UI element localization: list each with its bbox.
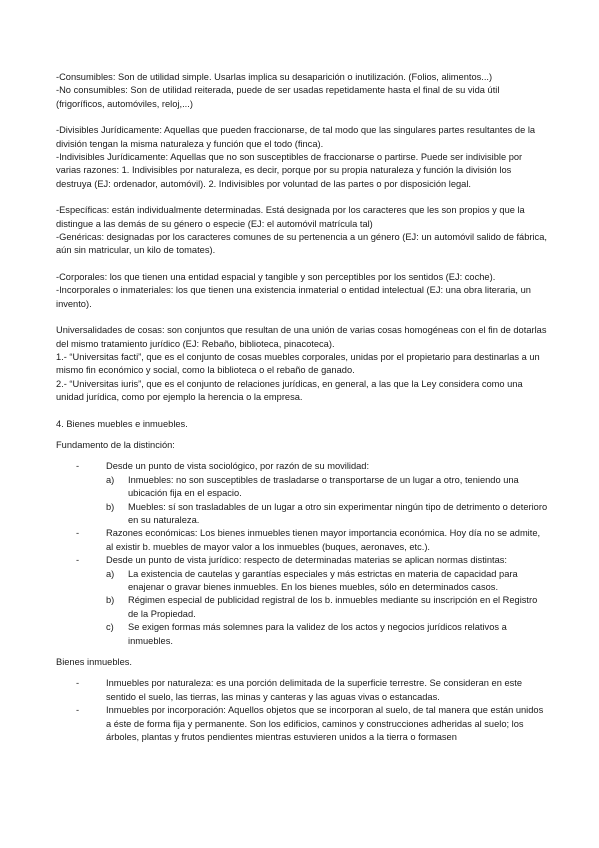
- paragraph-no-consumibles: -No consumibles: Son de utilidad reiterada, puede de ser usadas repetidamente hasta el final de su vida útil (frigoríficos, automóviles, reloj,...): [56, 85, 500, 109]
- dash-marker: -: [76, 528, 80, 539]
- list-item: [56, 460, 548, 527]
- inmuebles-title: Bienes inmuebles.: [56, 657, 132, 668]
- list-item-text: Inmuebles por naturaleza: es una porción delimitada de la superficie terrestre. Se consideran en este sentido el suelo, las tierras, las minas y canteras y las aguas vivas o estancadas.: [106, 678, 523, 702]
- paragraph-universitas-facti: 1.- “Universitas facti”, que es el conjunto de cosas muebles corporales, unidas por el propietario para destinarlas a un mismo fin económico y social, como la biblioteca o el rebaño de ganado.: [56, 351, 540, 376]
- item-marker: c): [106, 622, 114, 633]
- list-item: [56, 527, 548, 554]
- paragraph-corporales: -Corporales: los que tienen una entidad espacial y tangible y son perceptibles por los sentidos (EJ: coche).: [56, 271, 496, 282]
- document-page: [56, 71, 548, 744]
- list-item-text: Razones económicas: Los bienes inmuebles tienen mayor importancia económica. Hoy día no se admite, al existir b. muebles de mayor valor a los inmuebles (buques, aeronaves, etc.).: [106, 528, 541, 552]
- list-item: [106, 501, 548, 528]
- list-item-text: Inmuebles: no son susceptibles de trasladarse o transportarse de un lugar a otro, teniendo una ubicación fija en el espacio.: [128, 474, 519, 499]
- paragraph-universalidades: Universalidades de cosas: son conjuntos que resultan de una unión de varias cosas homogéneas con el fin de dotarlas del mismo tratamiento jurídico (EJ: Rebaño, biblioteca, pinacoteca).: [56, 325, 547, 349]
- dash-marker: -: [76, 678, 80, 689]
- list-item-text: Desde un punto de vista sociológico, por razón de su movilidad:: [106, 461, 370, 472]
- list-item-text: Régimen especial de publicidad registral de los b. inmuebles mediante su inscripción en el Registro de la Propiedad.: [128, 595, 538, 619]
- list-item: [56, 677, 548, 704]
- movilidad-sublist: [106, 474, 548, 528]
- fundamento-list: [56, 460, 548, 648]
- dash-marker: -: [76, 555, 80, 566]
- item-marker: b): [106, 595, 115, 606]
- list-item-text: Desde un punto de vista jurídico: respecto de determinadas materias se aplican normas distintas:: [106, 555, 508, 566]
- item-marker: a): [106, 474, 115, 485]
- paragraph-indivisibles: -Indivisibles Jurídicamente: Aquellas que no son susceptibles de fraccionarse o partirse. Puede ser indivisible por varias razones: 1. Indivisibles por naturaleza, es decir, porque por su propia naturaleza y función la división los destruya (EJ: ordenador, automóvil). 2. Indivisibles por voluntad de las partes o por disposición legal.: [56, 152, 523, 189]
- paragraph-divisibles: -Divisibles Jurídicamente: Aquellas que pueden fraccionarse, de tal modo que las singulares partes resultantes de la división tengan la misma naturaleza y función que el todo (finca).: [56, 125, 536, 149]
- paragraph-incorporales: -Incorporales o inmateriales: los que tienen una existencia inmaterial o entidad intelectual (EJ: una obra literaria, un invento).: [56, 285, 531, 309]
- list-item-text: Se exigen formas más solemnes para la validez de los actos y negocios jurídicos relativos a inmuebles.: [128, 622, 507, 646]
- list-item: [106, 568, 548, 595]
- list-item-text: La existencia de cautelas y garantías especiales y más estrictas en materia de capacidad para enajenar o gravar bienes inmuebles. En los bienes muebles, sólo en determinados casos.: [128, 568, 518, 592]
- inmuebles-list: [56, 677, 548, 744]
- paragraph-genericas: -Genéricas: designadas por los caracteres comunes de su pertenencia a un género (EJ: un automóvil salido de fábrica, aún sin matricular, un kilo de tomates).: [56, 232, 547, 256]
- list-item: [106, 594, 548, 621]
- section-title: 4. Bienes muebles e inmuebles.: [56, 418, 188, 429]
- dash-marker: -: [76, 705, 80, 716]
- dash-marker: -: [76, 461, 80, 472]
- list-item: [56, 554, 548, 648]
- paragraph-consumibles: -Consumibles: Son de utilidad simple. Usarlas implica su desaparición o inutilización. (Folios, alimentos...): [56, 72, 493, 82]
- list-item-text: Muebles: sí son trasladables de un lugar a otro sin experimentar ningún tipo de detrimento o deterioro en su naturaleza.: [128, 501, 548, 525]
- list-item: [56, 704, 548, 744]
- list-item-text: Inmuebles por incorporación: Aquellos objetos que se incorporan al suelo, de tal manera que están unidos a éste de forma fija y permanente. Son los edificios, caminos y construcciones adheridas al suelo; los árboles, plantas y frutos pendientes mientras estuvieren unidos a la tierra o formasen: [106, 705, 544, 743]
- item-marker: b): [106, 501, 115, 512]
- fundamento-title: Fundamento de la distinción:: [56, 439, 175, 450]
- paragraph-especificas: -Específicas: están individualmente determinadas. Está designada por los caracteres que les son propios y que la distingue a las demás de su género o especie (EJ: el automóvil matrícula tal): [56, 205, 525, 229]
- juridico-sublist: [106, 568, 548, 648]
- list-item: [106, 621, 548, 648]
- item-marker: a): [106, 568, 115, 579]
- list-item: [106, 474, 548, 501]
- paragraph-universitas-iuris: 2.- “Universitas iuris”, que es el conjunto de relaciones jurídicas, en general, a las que la Ley considera como una unidad jurídica, como por ejemplo la herencia o la empresa.: [56, 378, 523, 403]
